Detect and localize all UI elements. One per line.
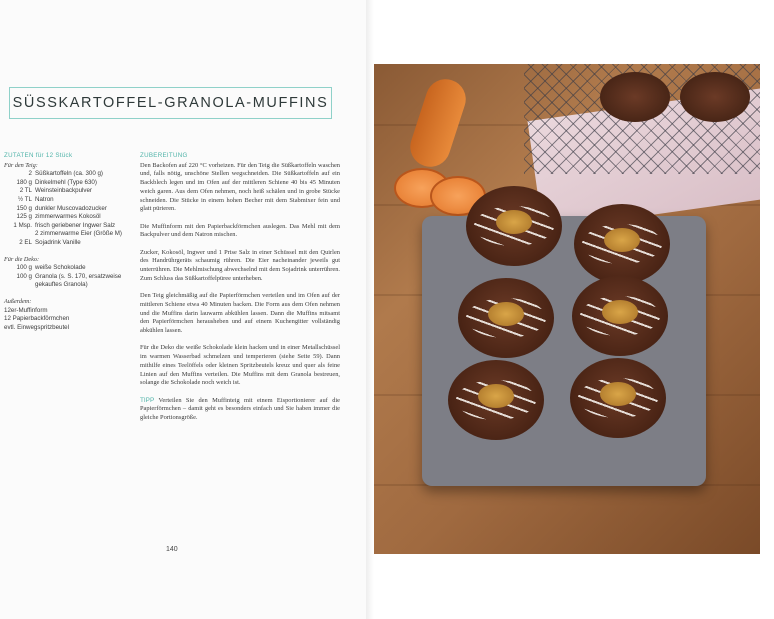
ingredient-row (4, 230, 134, 239)
ingredient-name: dunkler Muscovadozucker (35, 204, 107, 212)
ingredient-amount: 150 g (16, 204, 32, 212)
muffin (458, 278, 554, 358)
extra-item: evtl. Einwegspritzbeutel (4, 323, 70, 331)
dough-ingredient-list (4, 170, 134, 247)
ingredient-name: weiße Schokolade (35, 264, 86, 272)
deco-ingredient-list (4, 264, 134, 290)
ingredient-row (4, 187, 134, 196)
muffin (466, 186, 562, 266)
recipe-title: SÜSSKARTOFFEL-GRANOLA-MUFFINS (12, 95, 329, 111)
preparation-step: Die Muffinform mit den Papierbackförmchen auslegen. Das Mehl mit dem Backpulver und dem Natron mischen. (140, 222, 340, 239)
preparation-step: Den Backofen auf 220 °C vorheizen. Für den Teig die Süßkartoffeln waschen und, falls nötig, unschöne Stellen wegschneiden. Die Süßkartoffeln auf ein Backblech legen und im Ofen auf der mittleren Schiene 40 bis 45 Minuten weich garen. Aus dem Ofen nehmen, noch heiß schälen und in grobe Stücke schneiden. Die Stücke in einem hohen Becher mit dem Stabmixer fein und glatt pürieren. (140, 161, 340, 213)
preparation-heading: ZUBEREITUNG (140, 152, 188, 159)
book-gutter (366, 0, 374, 619)
ingredients-heading: ZUTATEN für 12 Stück (4, 152, 73, 159)
ingredient-name: Sojadrink Vanille (35, 238, 81, 246)
preparation-step: Den Teig gleichmäßig auf die Papierförmchen verteilen und im Ofen auf der mittleren Schiene etwa 40 Minuten backen. Die Form aus dem Ofen nehmen und die Muffins darin lauwarm abkühlen lassen. Dann die Muffins mitsamt den Papierförmchen herausheben und auf einem Kuchengitter vollständig abkühlen lassen. (140, 292, 340, 335)
muffin-tray (422, 216, 706, 486)
extra-item: 12 Papierbackförmchen (4, 315, 70, 323)
muffin-on-rack (680, 72, 750, 122)
extras-list (4, 307, 134, 333)
ingredient-row (4, 205, 134, 214)
dough-label: Für den Teig: (4, 161, 38, 169)
ingredient-row (4, 196, 134, 205)
recipe-title-box (9, 87, 332, 119)
extras-label: Außerdem: (4, 297, 32, 305)
ingredient-amount: ½ TL (18, 195, 32, 203)
extra-item: 12er-Muffinform (4, 306, 48, 314)
page-number: 140 (166, 546, 178, 553)
ingredient-amount: 2 EL (19, 238, 32, 246)
preparation-column (140, 152, 340, 431)
ingredient-amount: 125 g (16, 213, 32, 221)
ingredient-name: zimmerwarmes Kokosöl (35, 213, 101, 221)
ingredient-amount: 2 (28, 170, 32, 178)
ingredient-amount: 100 g (16, 272, 32, 280)
ingredient-row (4, 264, 134, 273)
ingredient-name: Natron (35, 195, 54, 203)
preparation-step: Zucker, Kokosöl, Ingwer und 1 Prise Salz in einer Schüssel mit den Quirlen des Handrührgeräts schaumig rühren. Die Eier nacheinander jeweils gut unterrühren. Die Mehlmischung abwechselnd mit dem Sojadrink unterrühren. Zum Schluss das Süßkartoffelpüree unterheben. (140, 248, 340, 282)
ingredient-name: Süßkartoffeln (ca. 300 g) (35, 170, 103, 178)
tip-label: TIPP (140, 396, 155, 404)
muffin (448, 360, 544, 440)
ingredient-name: Granola (s. S. 170, ersatzweise gekauftes Granola) (35, 272, 122, 289)
deco-label: Für die Deko: (4, 255, 40, 263)
ingredient-row (4, 179, 134, 188)
ingredient-amount: 100 g (16, 264, 32, 272)
muffin-on-rack (600, 72, 670, 122)
muffin (574, 204, 670, 284)
preparation-step: Für die Deko die weiße Schokolade klein hacken und in einer Metallschüssel im warmen Wasserbad schmelzen und temperieren (siehe Seite 59). Dann mithilfe eines Teelöffels oder kleinen Spritzbeutels kreuz und quer als feine Linien auf den Muffins verteilen. Die Muffins mit dem Granola bestreuen, solange die Schokolade noch weich ist. (140, 344, 340, 387)
ingredient-amount: 180 g (16, 178, 32, 186)
ingredient-row (4, 170, 134, 179)
ingredient-name: frisch geriebener Ingwer Salz (35, 221, 116, 229)
ingredient-row (4, 239, 134, 248)
ingredient-name: Weinsteinbackpulver (35, 187, 92, 195)
muffin (572, 276, 668, 356)
sweet-potato (405, 74, 471, 172)
muffin (570, 358, 666, 438)
ingredient-amount: 2 TL (19, 187, 32, 195)
ingredient-row (4, 213, 134, 222)
tip-text: Verteilen Sie den Muffinteig mit einem Eisportionierer auf die Papierförmchen – damit geht es besonders einfach und Sie haben immer die gleiche Portionsgröße. (140, 396, 340, 422)
ingredient-amount (4, 230, 35, 239)
ingredient-name: Dinkelmehl (Type 630) (35, 178, 97, 186)
recipe-photo (374, 64, 760, 554)
ingredient-row (4, 222, 134, 231)
ingredient-name: 2 zimmerwarme Eier (Größe M) (35, 230, 122, 238)
ingredient-row (4, 273, 134, 290)
ingredient-amount: 1 Msp. (13, 221, 32, 229)
tip-paragraph (140, 397, 340, 423)
ingredients-column (4, 152, 134, 332)
